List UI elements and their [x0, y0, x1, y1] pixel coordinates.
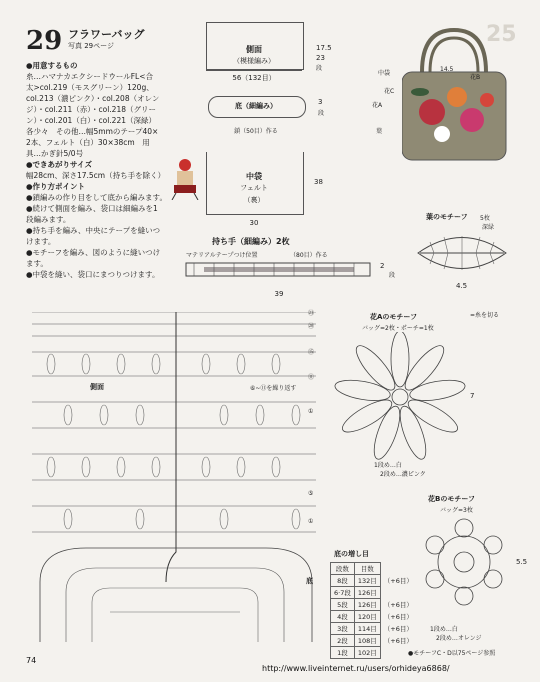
handle-chart: [184, 260, 374, 280]
handle-height: 2: [380, 262, 385, 270]
table-row: [331, 587, 417, 599]
table-row: [331, 635, 417, 647]
materials-line: 具…かぎ針5/0号: [26, 149, 84, 158]
lining-sub: （裏）: [243, 196, 265, 204]
materials-heading: ●用意するもの: [26, 61, 78, 70]
leaf-title: 葉のモチーフ: [426, 213, 468, 221]
handle-height-rows: 段: [389, 272, 396, 279]
chart-bottom-label: 底: [306, 577, 313, 585]
table-row: [331, 563, 417, 575]
flower-a-row1: 1段め…白: [374, 462, 402, 469]
flower-b-title: 花Bのモチーフ: [428, 495, 475, 503]
chart-row-mark: ①: [308, 408, 314, 415]
bottom-note: 鎖（50目）作る: [234, 128, 278, 135]
materials-block: [26, 60, 191, 280]
source-url[interactable]: http://www.liveinternet.ru/users/orhideya6868/: [262, 664, 450, 673]
point-line: 段編みます。: [26, 215, 71, 224]
table-cell: （+6目）: [383, 601, 413, 609]
handle-chain-note: （80目）作る: [290, 252, 328, 259]
table-cell: 5段: [331, 599, 355, 611]
flower-a-sub: バッグ=2枚・ポーチ=1枚: [362, 325, 434, 332]
point-line: ●続けて側面を編み、袋口は細編みを1: [26, 204, 158, 213]
side-panel-title: 側面: [246, 45, 262, 54]
table-header-cell: 段数: [331, 563, 355, 575]
increase-table: [330, 562, 417, 659]
photo-label-width: 14.5: [440, 66, 454, 73]
chart-row-mark: ⑳: [308, 323, 315, 330]
photo-label-flower-b: 花B: [470, 74, 481, 81]
size-heading: ●できあがりサイズ: [26, 160, 92, 169]
side-h2: 23: [316, 54, 325, 62]
doll-illustration: [168, 155, 202, 200]
increase-table-title: 底の増し目: [334, 550, 369, 558]
table-cell: 8段: [331, 575, 355, 587]
materials-line: 糸…ハマナカエクシードウールFL<合: [26, 72, 153, 81]
chart-row-mark: ㉓: [308, 310, 315, 317]
point-line: ●鎖編みの作り目をして底から編みます。: [26, 193, 167, 202]
table-row: [331, 623, 417, 635]
flower-a-cut-note: =糸を切る: [470, 312, 500, 319]
stitch-chart: [26, 312, 320, 642]
leaf-width: 4.5: [456, 282, 468, 290]
table-cell: 120目: [354, 611, 380, 623]
handle-tape-note: マテリアルテープつけ位置: [186, 252, 258, 259]
table-row: [331, 575, 417, 587]
point-line: ●中袋を縫い、袋口にまつりつけます。: [26, 270, 160, 279]
page-watermark: 25: [486, 22, 517, 47]
pattern-number: 29: [26, 26, 63, 56]
flower-a-height: 7: [470, 392, 475, 400]
materials-line: 各少々 その他…幅5mmのテープ40×: [26, 127, 159, 136]
table-cell: 1段: [331, 647, 355, 659]
table-cell: 4段: [331, 611, 355, 623]
table-cell: 132目: [354, 575, 380, 587]
flower-b-chart: [418, 514, 514, 610]
flower-b-row1: 1段め…白: [430, 626, 458, 633]
table-cell: 114目: [354, 623, 380, 635]
bottom-dim2: 段: [318, 110, 325, 117]
chart-row-mark: ⑤: [308, 490, 314, 497]
materials-line: ジ）・col.211（赤）・col.218（グリー: [26, 105, 156, 114]
handle-title: 持ち手（細編み）2枚: [212, 237, 290, 246]
table-cell: 126目: [354, 587, 380, 599]
side-width-line: [206, 70, 302, 71]
lining-material: フェルト: [240, 184, 268, 192]
bag-illustration: [402, 22, 508, 162]
lining-title: 中袋: [246, 172, 262, 181]
photo-reference: 写真 29ページ: [68, 42, 114, 50]
bottom-dim: 3: [318, 98, 323, 106]
table-cell: （+6目）: [383, 613, 413, 621]
leaf-count: 5枚: [480, 215, 490, 222]
table-cell: 102目: [354, 647, 380, 659]
photo-label-flower-a: 花A: [372, 102, 383, 109]
flower-b-sub: バッグ=3枚: [440, 507, 473, 514]
flower-b-diameter: 5.5: [516, 558, 528, 566]
flower-a-chart: [330, 332, 470, 462]
table-cell: 108目: [354, 635, 380, 647]
table-header-cell: [380, 563, 416, 575]
materials-line: col.213（濃ピンク）・col.208（オレン: [26, 94, 160, 103]
table-cell: （+6目）: [383, 577, 413, 585]
table-cell: 6·7段: [331, 587, 355, 599]
side-h1: 17.5: [316, 44, 332, 52]
leaf-chart: [414, 228, 510, 278]
lining-width: 30: [249, 219, 259, 227]
point-line: ●モチーフを編み、図のように縫いつけ: [26, 248, 161, 257]
table-cell: （+6目）: [383, 625, 413, 633]
flower-b-row2: 2段め…オレンジ: [436, 635, 482, 642]
table-row: [331, 599, 417, 611]
pattern-title: フラワーバッグ: [68, 28, 145, 41]
point-line: ●持ち手を編み、中央にテープを縫いつ: [26, 226, 161, 235]
chart-repeat-note: ⑥~⑪を繰り返す: [250, 385, 297, 392]
lining-height: 38: [314, 178, 323, 186]
bottom-title: 底（細編み）: [235, 102, 277, 110]
motif-note: ●モチーフC・D以75ページ参照: [408, 650, 496, 657]
side-panel-sub: （模様編み）: [233, 57, 275, 65]
materials-line: ン）・col.201（白）・col.221（深緑）: [26, 116, 156, 125]
chart-row-mark: ⑮: [308, 349, 315, 356]
table-cell: [380, 587, 416, 599]
size-text: 幅28cm、深さ17.5cm（持ち手を除く）: [26, 171, 166, 180]
table-cell: （+6目）: [383, 637, 413, 645]
point-line: ます。: [26, 259, 48, 268]
page-number: 74: [26, 656, 37, 665]
photo-label-leaf: 葉: [376, 128, 383, 135]
materials-line: 太>col.219（モスグリーン）120g、: [26, 83, 154, 92]
table-cell: 126目: [354, 599, 380, 611]
chart-row-mark: ⑪: [308, 374, 315, 381]
side-panel-width: 56（132目）: [232, 74, 276, 82]
table-cell: 2段: [331, 635, 355, 647]
handle-length: 39: [274, 290, 284, 298]
chart-side-label: 側面: [90, 383, 104, 391]
points-heading: ●作り方ポイント: [26, 182, 86, 191]
leaf-color: 深緑: [482, 224, 495, 231]
side-h3: 段: [316, 65, 323, 72]
table-row: [331, 647, 417, 659]
photo-label-lining: 中袋: [378, 70, 391, 77]
point-line: けます。: [26, 237, 56, 246]
table-row: [331, 611, 417, 623]
table-cell: 3段: [331, 623, 355, 635]
flower-a-row2: 2段め…濃ピンク: [380, 471, 426, 478]
flower-a-title: 花Aのモチーフ: [370, 313, 418, 321]
materials-line: 2本、フェルト（白）30×38cm 用: [26, 138, 150, 147]
chart-row-mark: ①: [308, 518, 314, 525]
table-header-cell: 目数: [354, 563, 380, 575]
photo-label-flower-c: 花C: [384, 88, 395, 95]
